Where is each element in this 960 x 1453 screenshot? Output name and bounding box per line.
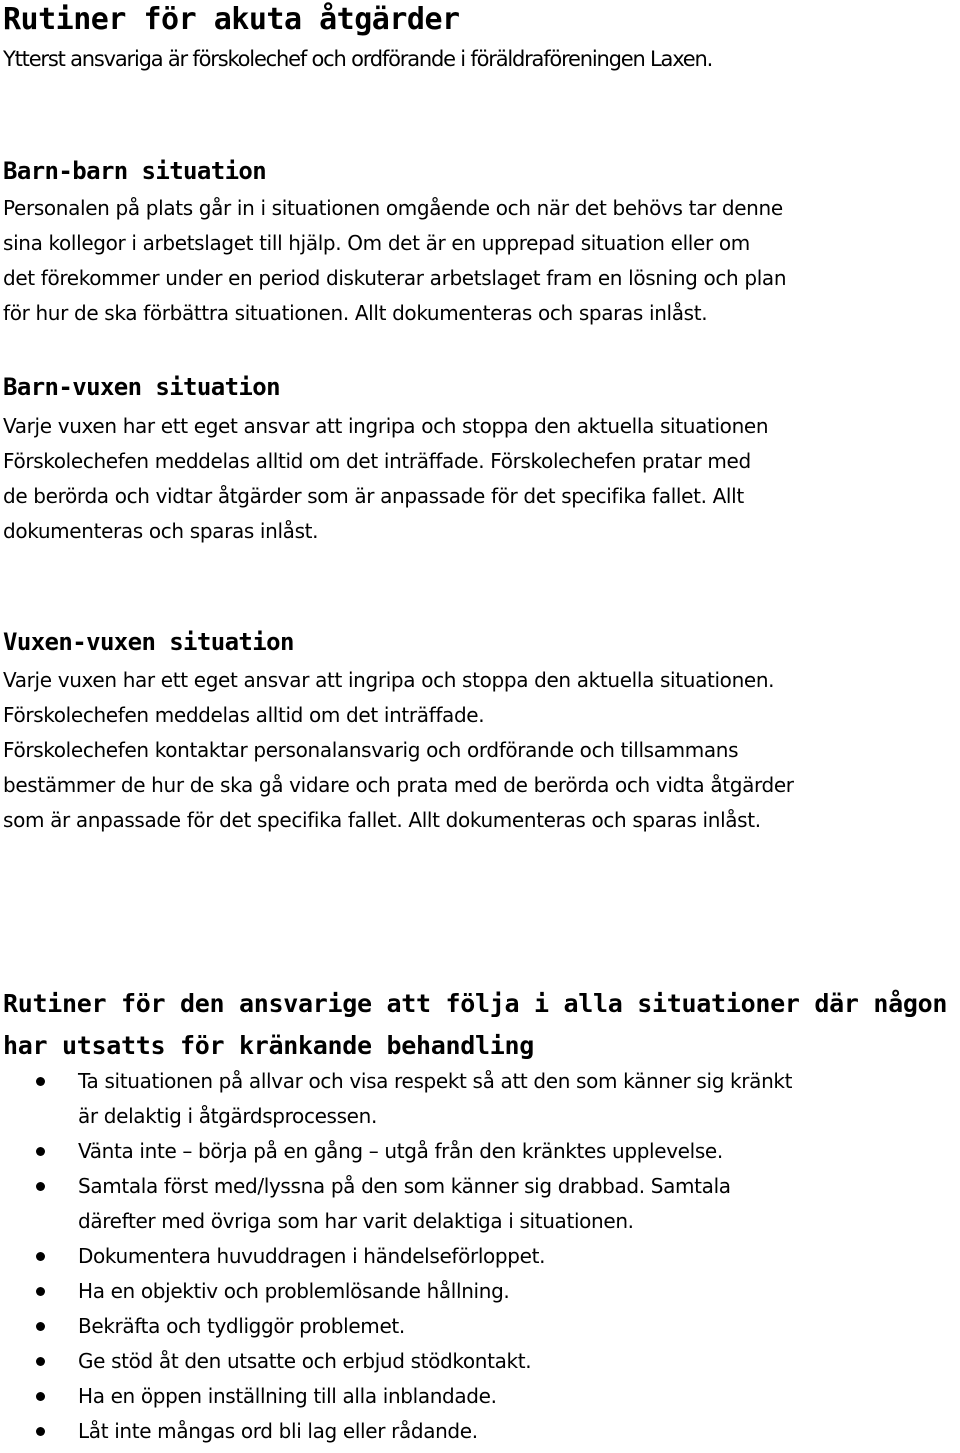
body-line: sina kollegor i arbetslaget till hjälp. Om det är en upprepad situation eller om bbox=[3, 231, 750, 255]
body-line: Personalen på plats går in i situationen omgående och när det behövs tar denne bbox=[3, 196, 783, 220]
bullet-icon bbox=[36, 1077, 45, 1086]
list-item bbox=[0, 1064, 960, 1134]
bullet-icon bbox=[36, 1182, 45, 1191]
body-line: Förskolechefen meddelas alltid om det inträffade. Förskolechefen pratar med bbox=[3, 449, 751, 473]
list-item bbox=[0, 1379, 960, 1414]
section-heading-vuxen-vuxen: Vuxen-vuxen situation bbox=[3, 628, 294, 656]
heading-line: Rutiner för den ansvarige att följa i alla situationer där någon bbox=[3, 989, 948, 1018]
list-item bbox=[0, 1344, 960, 1379]
list-item bbox=[0, 1274, 960, 1309]
bullet-icon bbox=[36, 1322, 45, 1331]
list-item-line: därefter med övriga som har varit delaktiga i situationen. bbox=[78, 1209, 634, 1233]
bullet-icon bbox=[36, 1392, 45, 1401]
list-item bbox=[0, 1169, 960, 1239]
list-item-line: Ta situationen på allvar och visa respekt så att den som känner sig kränkt bbox=[78, 1069, 793, 1093]
section-body-barn-vuxen bbox=[3, 409, 958, 549]
bullet-icon bbox=[36, 1147, 45, 1156]
section-body-vuxen-vuxen bbox=[3, 663, 958, 838]
intro-text: Ytterst ansvariga är förskolechef och ordförande i föräldraföreningen Laxen. bbox=[3, 47, 713, 71]
body-line: Förskolechefen kontaktar personalansvarig och ordförande och tillsammans bbox=[3, 738, 739, 762]
body-line: Varje vuxen har ett eget ansvar att ingripa och stoppa den aktuella situationen bbox=[3, 414, 769, 438]
body-line: dokumenteras och sparas inlåst. bbox=[3, 519, 319, 543]
list-item-line: Ha en öppen inställning till alla inblandade. bbox=[78, 1384, 497, 1408]
list-item-line: Samtala först med/lyssna på den som känner sig drabbad. Samtala bbox=[78, 1174, 731, 1198]
list-item-line: Bekräfta och tydliggör problemet. bbox=[78, 1314, 405, 1338]
list-item bbox=[0, 1414, 960, 1449]
list-item-line: Vänta inte – börja på en gång – utgå från den kränktes upplevelse. bbox=[78, 1139, 723, 1163]
list-item bbox=[0, 1134, 960, 1169]
list-item bbox=[0, 1239, 960, 1274]
list-item-line: Ge stöd åt den utsatte och erbjud stödkontakt. bbox=[78, 1349, 532, 1373]
responsibility-list bbox=[0, 1064, 960, 1449]
body-line: bestämmer de hur de ska gå vidare och prata med de berörda och vidta åtgärder bbox=[3, 773, 794, 797]
bullet-icon bbox=[36, 1357, 45, 1366]
body-line: Varje vuxen har ett eget ansvar att ingripa och stoppa den aktuella situationen. bbox=[3, 668, 775, 692]
section-heading-barn-vuxen: Barn-vuxen situation bbox=[3, 373, 280, 401]
responsibility-heading bbox=[3, 983, 947, 1067]
heading-line: har utsatts för kränkande behandling bbox=[3, 1031, 535, 1060]
list-item-line: Låt inte mångas ord bli lag eller rådande. bbox=[78, 1419, 478, 1443]
list-item-line: är delaktig i åtgärdsprocessen. bbox=[78, 1104, 377, 1128]
section-body-barn-barn bbox=[3, 191, 958, 331]
list-item bbox=[0, 1309, 960, 1344]
section-heading-barn-barn: Barn-barn situation bbox=[3, 157, 267, 185]
list-item-line: Dokumentera huvuddragen i händelseförloppet. bbox=[78, 1244, 546, 1268]
bullet-icon bbox=[36, 1287, 45, 1296]
bullet-icon bbox=[36, 1427, 45, 1436]
document-title: Rutiner för akuta åtgärder bbox=[3, 2, 460, 37]
list-item-line: Ha en objektiv och problemlösande hållning. bbox=[78, 1279, 510, 1303]
body-line: som är anpassade för det specifika fallet. Allt dokumenteras och sparas inlåst. bbox=[3, 808, 761, 832]
body-line: Förskolechefen meddelas alltid om det inträffade. bbox=[3, 703, 485, 727]
body-line: det förekommer under en period diskuterar arbetslaget fram en lösning och plan bbox=[3, 266, 787, 290]
bullet-icon bbox=[36, 1252, 45, 1261]
body-line: för hur de ska förbättra situationen. Allt dokumenteras och sparas inlåst. bbox=[3, 301, 708, 325]
body-line: de berörda och vidtar åtgärder som är anpassade för det specifika fallet. Allt bbox=[3, 484, 744, 508]
